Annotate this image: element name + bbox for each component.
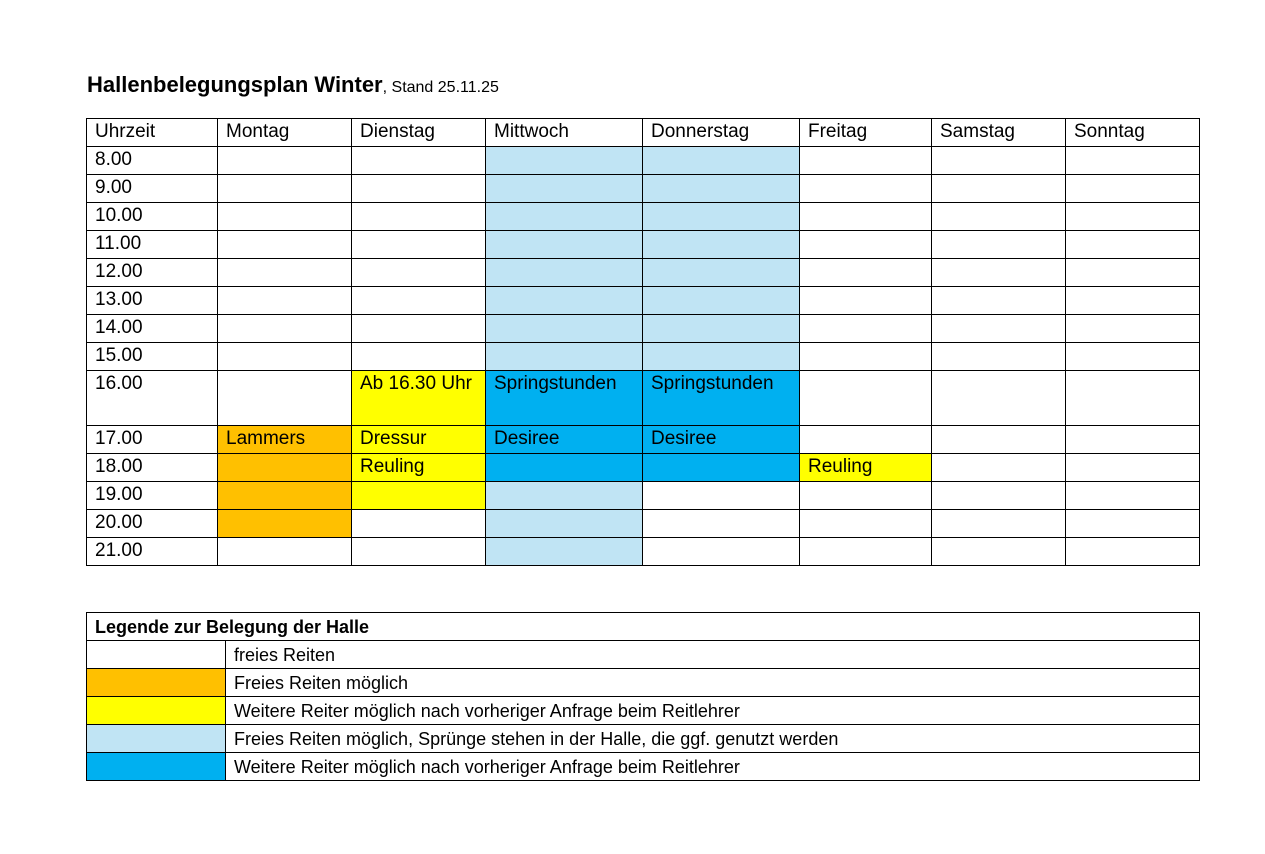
schedule-cell — [352, 175, 486, 203]
schedule-cell — [486, 538, 643, 566]
legend-row — [87, 641, 1200, 669]
legend-swatch — [87, 669, 226, 697]
time-cell: 12.00 — [87, 259, 218, 287]
schedule-cell — [486, 287, 643, 315]
schedule-cell — [1066, 538, 1200, 566]
schedule-cell — [800, 203, 932, 231]
legend-swatch — [87, 697, 226, 725]
schedule-cell — [352, 231, 486, 259]
schedule-row — [87, 175, 1200, 203]
schedule-cell — [1066, 371, 1200, 426]
schedule-cell — [1066, 454, 1200, 482]
legend-title-row — [87, 613, 1200, 641]
schedule-cell — [643, 203, 800, 231]
schedule-cell — [800, 482, 932, 510]
schedule-cell — [800, 426, 932, 454]
schedule-cell — [800, 510, 932, 538]
schedule-cell — [932, 510, 1066, 538]
schedule-cell: Springstunden — [486, 371, 643, 426]
schedule-row — [87, 315, 1200, 343]
schedule-cell — [932, 315, 1066, 343]
schedule-row — [87, 454, 1200, 482]
schedule-cell — [1066, 147, 1200, 175]
schedule-cell — [486, 259, 643, 287]
schedule-cell — [218, 538, 352, 566]
schedule-cell — [218, 482, 352, 510]
schedule-cell — [643, 482, 800, 510]
time-cell: 10.00 — [87, 203, 218, 231]
schedule-cell — [800, 371, 932, 426]
schedule-row — [87, 538, 1200, 566]
schedule-cell — [800, 343, 932, 371]
schedule-row — [87, 259, 1200, 287]
schedule-cell — [932, 259, 1066, 287]
schedule-cell — [1066, 426, 1200, 454]
page-title-date: , Stand 25.11.25 — [382, 79, 499, 96]
schedule-row — [87, 203, 1200, 231]
schedule-row — [87, 287, 1200, 315]
schedule-cell — [218, 259, 352, 287]
header-uhrzeit: Uhrzeit — [87, 119, 218, 147]
header-day: Dienstag — [352, 119, 486, 147]
header-day: Samstag — [932, 119, 1066, 147]
schedule-cell — [1066, 203, 1200, 231]
schedule-cell — [932, 287, 1066, 315]
schedule-cell — [486, 482, 643, 510]
schedule-cell — [352, 538, 486, 566]
schedule-cell — [486, 175, 643, 203]
header-day: Montag — [218, 119, 352, 147]
schedule-row — [87, 343, 1200, 371]
schedule-cell — [643, 538, 800, 566]
schedule-cell — [643, 343, 800, 371]
schedule-cell — [1066, 315, 1200, 343]
time-cell: 17.00 — [87, 426, 218, 454]
schedule-cell — [932, 482, 1066, 510]
schedule-cell — [800, 175, 932, 203]
schedule-cell — [486, 147, 643, 175]
schedule-cell — [218, 454, 352, 482]
time-cell: 15.00 — [87, 343, 218, 371]
schedule-cell — [218, 287, 352, 315]
time-cell: 18.00 — [87, 454, 218, 482]
legend-row — [87, 725, 1200, 753]
schedule-cell — [800, 259, 932, 287]
schedule-cell — [932, 147, 1066, 175]
schedule-cell — [932, 454, 1066, 482]
legend-row — [87, 697, 1200, 725]
schedule-cell — [218, 315, 352, 343]
time-cell: 20.00 — [87, 510, 218, 538]
schedule-cell: Reuling — [352, 454, 486, 482]
schedule-cell: Ab 16.30 Uhr — [352, 371, 486, 426]
legend-text: Freies Reiten möglich — [226, 669, 1200, 697]
schedule-cell — [643, 259, 800, 287]
schedule-cell — [1066, 287, 1200, 315]
time-cell: 13.00 — [87, 287, 218, 315]
schedule-row — [87, 510, 1200, 538]
schedule-cell — [643, 454, 800, 482]
schedule-cell: Reuling — [800, 454, 932, 482]
schedule-cell — [932, 343, 1066, 371]
schedule-cell — [643, 510, 800, 538]
schedule-cell — [218, 203, 352, 231]
schedule-cell — [486, 231, 643, 259]
time-cell: 8.00 — [87, 147, 218, 175]
schedule-cell — [932, 175, 1066, 203]
schedule-cell — [486, 454, 643, 482]
schedule-cell — [486, 510, 643, 538]
schedule-cell — [1066, 510, 1200, 538]
schedule-cell — [800, 287, 932, 315]
schedule-cell — [352, 287, 486, 315]
schedule-header-row — [87, 119, 1200, 147]
schedule-cell — [352, 147, 486, 175]
schedule-cell — [352, 259, 486, 287]
schedule-cell — [1066, 259, 1200, 287]
schedule-cell: Dressur — [352, 426, 486, 454]
schedule-cell — [932, 231, 1066, 259]
page-title-main: Hallenbelegungsplan Winter — [87, 72, 383, 97]
schedule-cell — [486, 203, 643, 231]
schedule-cell — [486, 343, 643, 371]
schedule-cell — [1066, 175, 1200, 203]
time-cell: 11.00 — [87, 231, 218, 259]
legend-text: freies Reiten — [226, 641, 1200, 669]
schedule-cell — [1066, 231, 1200, 259]
schedule-cell: Springstunden — [643, 371, 800, 426]
page-title — [87, 72, 499, 98]
legend-swatch — [87, 725, 226, 753]
schedule-cell: Desiree — [643, 426, 800, 454]
header-day: Mittwoch — [486, 119, 643, 147]
schedule-cell — [643, 175, 800, 203]
time-cell: 19.00 — [87, 482, 218, 510]
schedule-cell — [932, 203, 1066, 231]
schedule-table — [86, 118, 1200, 566]
schedule-cell: Desiree — [486, 426, 643, 454]
schedule-cell — [352, 510, 486, 538]
schedule-cell — [800, 231, 932, 259]
schedule-cell — [932, 371, 1066, 426]
header-day: Freitag — [800, 119, 932, 147]
schedule-cell — [218, 175, 352, 203]
schedule-cell — [932, 426, 1066, 454]
schedule-cell — [218, 343, 352, 371]
time-cell: 21.00 — [87, 538, 218, 566]
schedule-row — [87, 371, 1200, 426]
schedule-cell — [643, 147, 800, 175]
schedule-row — [87, 231, 1200, 259]
schedule-cell — [352, 343, 486, 371]
schedule-cell — [800, 315, 932, 343]
header-day: Donnerstag — [643, 119, 800, 147]
schedule-cell — [800, 147, 932, 175]
legend-text: Weitere Reiter möglich nach vorheriger Anfrage beim Reitlehrer — [226, 753, 1200, 781]
legend-swatch — [87, 641, 226, 669]
schedule-cell — [643, 231, 800, 259]
schedule-cell — [218, 371, 352, 426]
legend-title: Legende zur Belegung der Halle — [87, 613, 1200, 641]
schedule-cell — [643, 287, 800, 315]
legend-text: Freies Reiten möglich, Sprünge stehen in der Halle, die ggf. genutzt werden — [226, 725, 1200, 753]
schedule-cell — [1066, 482, 1200, 510]
time-cell: 16.00 — [87, 371, 218, 426]
legend-swatch — [87, 753, 226, 781]
schedule-cell — [218, 510, 352, 538]
schedule-cell — [352, 482, 486, 510]
schedule-row — [87, 426, 1200, 454]
schedule-cell — [800, 538, 932, 566]
legend-row — [87, 753, 1200, 781]
schedule-cell — [932, 538, 1066, 566]
schedule-cell — [486, 315, 643, 343]
time-cell: 14.00 — [87, 315, 218, 343]
schedule-cell — [352, 203, 486, 231]
time-cell: 9.00 — [87, 175, 218, 203]
header-day: Sonntag — [1066, 119, 1200, 147]
legend-table — [86, 612, 1200, 781]
legend-row — [87, 669, 1200, 697]
schedule-cell — [643, 315, 800, 343]
schedule-cell — [218, 147, 352, 175]
schedule-row — [87, 147, 1200, 175]
legend-text: Weitere Reiter möglich nach vorheriger Anfrage beim Reitlehrer — [226, 697, 1200, 725]
schedule-cell — [1066, 343, 1200, 371]
schedule-row — [87, 482, 1200, 510]
schedule-cell — [352, 315, 486, 343]
schedule-cell — [218, 231, 352, 259]
schedule-cell: Lammers — [218, 426, 352, 454]
